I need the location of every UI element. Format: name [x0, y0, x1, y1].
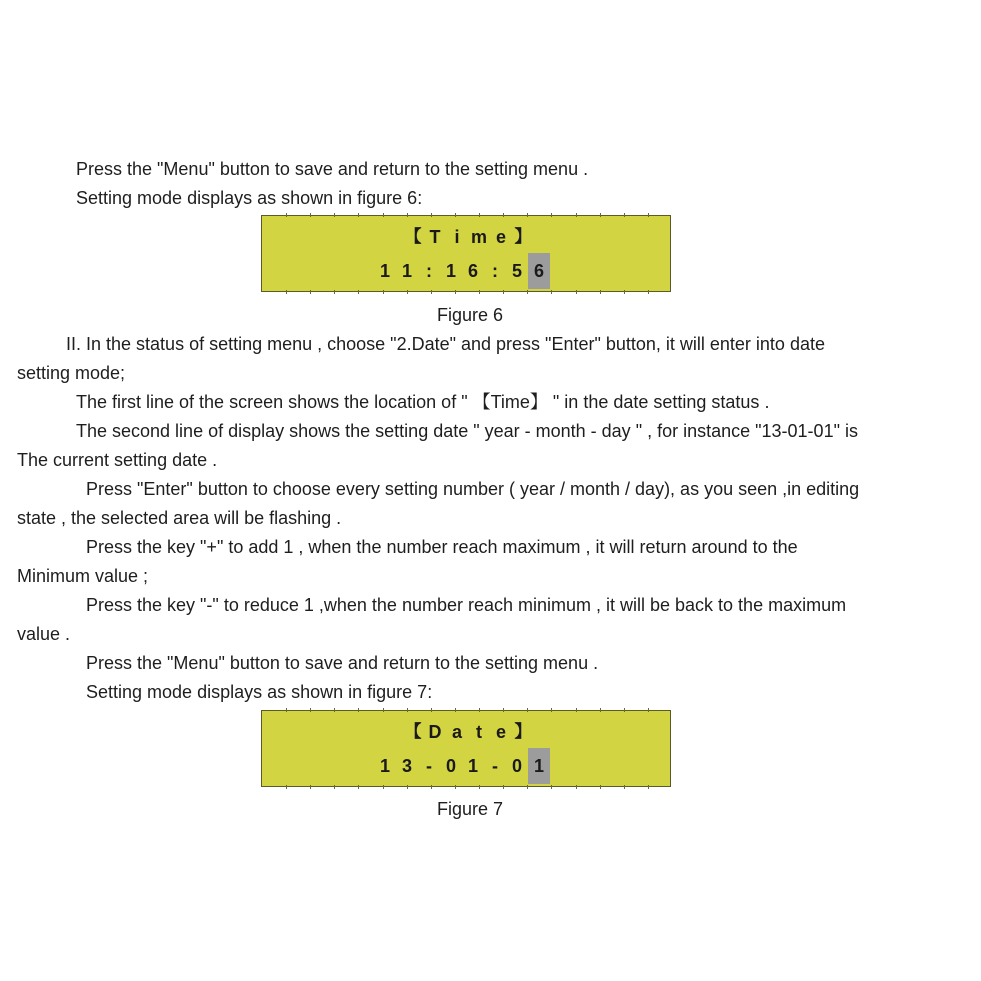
lcd-edge-tick: [600, 708, 601, 712]
instruction-enter-button: Press "Enter" button to choose every setting number ( year / month / day), as you seen ,in editing: [86, 479, 860, 499]
lcd-value-char: 1: [379, 261, 390, 281]
lcd-edge-tick: [527, 213, 528, 217]
lcd-edge-tick: [286, 708, 287, 712]
lcd-edge-tick: [383, 785, 384, 789]
lcd-cursor-char: 6: [528, 253, 550, 289]
lcd-edge-tick: [503, 290, 504, 294]
lcd-value-char: -: [492, 756, 498, 776]
instruction-plus-key: Press the key "+" to add 1 , when the number reach maximum , it will return around to the: [86, 537, 798, 557]
lcd-edge-tick: [358, 290, 359, 294]
instruction-figure7-intro: Setting mode displays as shown in figure 7:: [86, 682, 433, 702]
lcd-edge-tick: [358, 785, 359, 789]
lcd-edge-tick: [286, 290, 287, 294]
lcd-edge-tick: [479, 213, 480, 217]
lcd-edge-tick: [407, 785, 408, 789]
lcd-edge-tick: [334, 290, 335, 294]
lcd-edge-tick: [431, 785, 432, 789]
lcd-edge-tick: [503, 785, 504, 789]
lcd-title-char: 】: [514, 227, 532, 246]
lcd-title-char: T: [429, 227, 441, 247]
lcd-edge-tick: [310, 785, 311, 789]
lcd-edge-tick: [551, 708, 552, 712]
instruction-plus-key-cont: Minimum value ;: [17, 566, 149, 586]
instruction-figure6-intro: Setting mode displays as shown in figure 6:: [76, 188, 423, 208]
lcd-title-char: m: [470, 227, 487, 247]
instruction-second-line-cont: The current setting date .: [17, 450, 218, 470]
figure6-caption: Figure 6: [437, 305, 504, 325]
lcd-edge-tick: [407, 708, 408, 712]
lcd-value-char: 5: [511, 261, 522, 281]
lcd-edge-tick: [431, 213, 432, 217]
lcd-value-char: :: [492, 261, 498, 281]
lcd-value-char: 6: [467, 261, 478, 281]
lcd-edge-tick: [358, 708, 359, 712]
lcd-edge-tick: [286, 785, 287, 789]
lcd-edge-tick: [600, 213, 601, 217]
lcd-cursor-char: 1: [528, 748, 550, 784]
lcd-edge-tick: [334, 213, 335, 217]
lcd-value-char: :: [426, 261, 432, 281]
lcd-edge-tick: [648, 708, 649, 712]
lcd-edge-tick: [286, 213, 287, 217]
lcd-edge-tick: [383, 290, 384, 294]
lcd-edge-tick: [624, 213, 625, 217]
lcd-edge-tick: [551, 213, 552, 217]
instruction-minus-key: Press the key "-" to reduce 1 ,when the number reach minimum , it will be back to the maximum: [86, 595, 847, 615]
lcd-edge-tick: [310, 213, 311, 217]
lcd-value-char: 1: [379, 756, 390, 776]
lcd-value-char: 1: [401, 261, 412, 281]
lcd-edge-tick: [624, 290, 625, 294]
lcd-display-figure6: [261, 215, 671, 292]
lcd-value-char: -: [426, 756, 432, 776]
lcd-edge-tick: [455, 708, 456, 712]
lcd-edge-tick: [383, 708, 384, 712]
lcd-edge-tick: [479, 290, 480, 294]
lcd-edge-tick: [576, 213, 577, 217]
lcd-edge-tick: [503, 708, 504, 712]
lcd-title-char: i: [454, 227, 460, 247]
lcd-edge-tick: [648, 213, 649, 217]
lcd-title-char: 【: [404, 722, 422, 741]
lcd-value-char: 3: [401, 756, 412, 776]
lcd-title-char: a: [451, 722, 462, 742]
lcd-edge-tick: [527, 785, 528, 789]
instruction-date-mode-cont: setting mode;: [17, 363, 126, 383]
lcd-value-char: 0: [511, 756, 522, 776]
lcd-edge-tick: [358, 213, 359, 217]
lcd-edge-tick: [407, 290, 408, 294]
lcd-edge-tick: [431, 708, 432, 712]
lcd-edge-tick: [576, 708, 577, 712]
lcd-edge-tick: [407, 213, 408, 217]
instruction-date-mode: II. In the status of setting menu , choose "2.Date" and press "Enter" button, it will enter into date: [66, 334, 825, 354]
instruction-first-line: The first line of the screen shows the location of " 【Time】 " in the date setting status .: [76, 392, 770, 412]
lcd-value-char: 1: [445, 261, 456, 281]
lcd-edge-tick: [576, 785, 577, 789]
lcd-display-figure7: [261, 710, 671, 787]
lcd-edge-tick: [527, 708, 528, 712]
lcd-edge-tick: [600, 785, 601, 789]
lcd-edge-tick: [455, 785, 456, 789]
lcd-edge-tick: [624, 785, 625, 789]
figure7-caption: Figure 7: [437, 799, 504, 819]
lcd-edge-tick: [310, 290, 311, 294]
lcd-edge-tick: [576, 290, 577, 294]
lcd-edge-tick: [551, 290, 552, 294]
lcd-edge-tick: [383, 213, 384, 217]
lcd-edge-tick: [455, 290, 456, 294]
lcd-edge-tick: [648, 290, 649, 294]
lcd-edge-tick: [334, 785, 335, 789]
lcd-edge-tick: [310, 708, 311, 712]
instruction-minus-key-cont: value .: [17, 624, 71, 644]
lcd-edge-tick: [479, 785, 480, 789]
lcd-edge-tick: [431, 290, 432, 294]
lcd-title-char: t: [476, 722, 482, 742]
instruction-menu-save-2: Press the "Menu" button to save and return to the setting menu .: [86, 653, 599, 673]
lcd-edge-tick: [551, 785, 552, 789]
instruction-menu-save: Press the "Menu" button to save and return to the setting menu .: [76, 159, 589, 179]
lcd-edge-tick: [479, 708, 480, 712]
lcd-value-char: 0: [445, 756, 456, 776]
instruction-enter-button-cont: state , the selected area will be flashing .: [17, 508, 342, 528]
lcd-edge-tick: [648, 785, 649, 789]
lcd-edge-tick: [527, 290, 528, 294]
lcd-title-char: 【: [404, 227, 422, 246]
lcd-edge-tick: [334, 708, 335, 712]
lcd-edge-tick: [600, 290, 601, 294]
lcd-edge-tick: [455, 213, 456, 217]
lcd-edge-tick: [624, 708, 625, 712]
instruction-second-line: The second line of display shows the setting date " year - month - day " , for instance "13-01-01" is: [76, 421, 858, 441]
lcd-edge-tick: [503, 213, 504, 217]
lcd-title-char: 】: [514, 722, 532, 741]
lcd-title-char: D: [428, 722, 442, 742]
lcd-title-char: e: [495, 722, 506, 742]
lcd-value-char: 1: [467, 756, 478, 776]
lcd-title-char: e: [495, 227, 506, 247]
